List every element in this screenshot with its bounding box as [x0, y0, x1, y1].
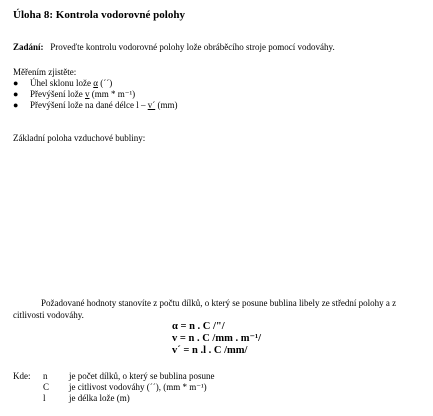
legend-symbol: C — [43, 382, 50, 392]
bullet-icon: ● — [13, 100, 19, 110]
task-label: Zadání: — [13, 42, 44, 52]
item-variable: v´ — [147, 100, 156, 110]
instruction-paragraph — [13, 297, 428, 321]
legend-description: je počet dílků, o který se bublina posune — [69, 371, 215, 381]
legend-row — [13, 393, 313, 404]
item-unit: (´´) — [97, 78, 113, 88]
bullet-icon: ● — [13, 89, 19, 99]
item-unit: (mm * m⁻¹) — [89, 89, 136, 99]
formula-block — [172, 321, 261, 357]
item-unit: (mm) — [155, 100, 178, 110]
formula-alpha: α = n . C /"/ — [172, 321, 225, 332]
legend-row — [13, 382, 313, 393]
legend-symbol: l — [43, 393, 46, 403]
legend-block — [13, 371, 313, 404]
legend-label: Kde: — [13, 371, 31, 381]
measure-list — [13, 78, 177, 111]
legend-symbol: n — [43, 371, 48, 381]
bullet-icon: ● — [13, 78, 19, 88]
formula-v: v = n . C /mm . m⁻¹/ — [172, 333, 262, 344]
formula-v-prime: v´ = n .l . C /mm/ — [172, 345, 248, 356]
legend-description: je citlivost vodováhy (´´), (mm * m⁻¹) — [69, 382, 207, 392]
item-text: Převýšení lože na dané délce l – — [30, 100, 148, 110]
task-text: Proveďte kontrolu vodorovné polohy lože obráběcího stroje pomocí vodováhy. — [50, 42, 335, 52]
legend-description: je délka lože (m) — [69, 393, 130, 403]
base-position-heading: Základní poloha vzduchové bubliny: — [13, 133, 146, 143]
item-text: Úhel sklonu lože — [30, 78, 94, 88]
paragraph-text: Požadované hodnoty stanovíte z počtu dílků, o který se posune bublina libely ze střední polohy a z citlivosti vodováhy. — [13, 298, 397, 320]
measure-intro: Měřením zjistěte: — [13, 67, 77, 77]
item-variable: v — [84, 89, 90, 99]
item-text: Převýšení lože — [30, 89, 85, 99]
list-item — [13, 78, 177, 89]
list-item — [13, 100, 177, 111]
legend-row — [13, 371, 313, 382]
task-statement — [13, 42, 335, 52]
item-variable: α — [93, 78, 98, 88]
page-title: Úloha 8: Kontrola vodorovné polohy — [13, 9, 185, 21]
list-item — [13, 89, 177, 100]
